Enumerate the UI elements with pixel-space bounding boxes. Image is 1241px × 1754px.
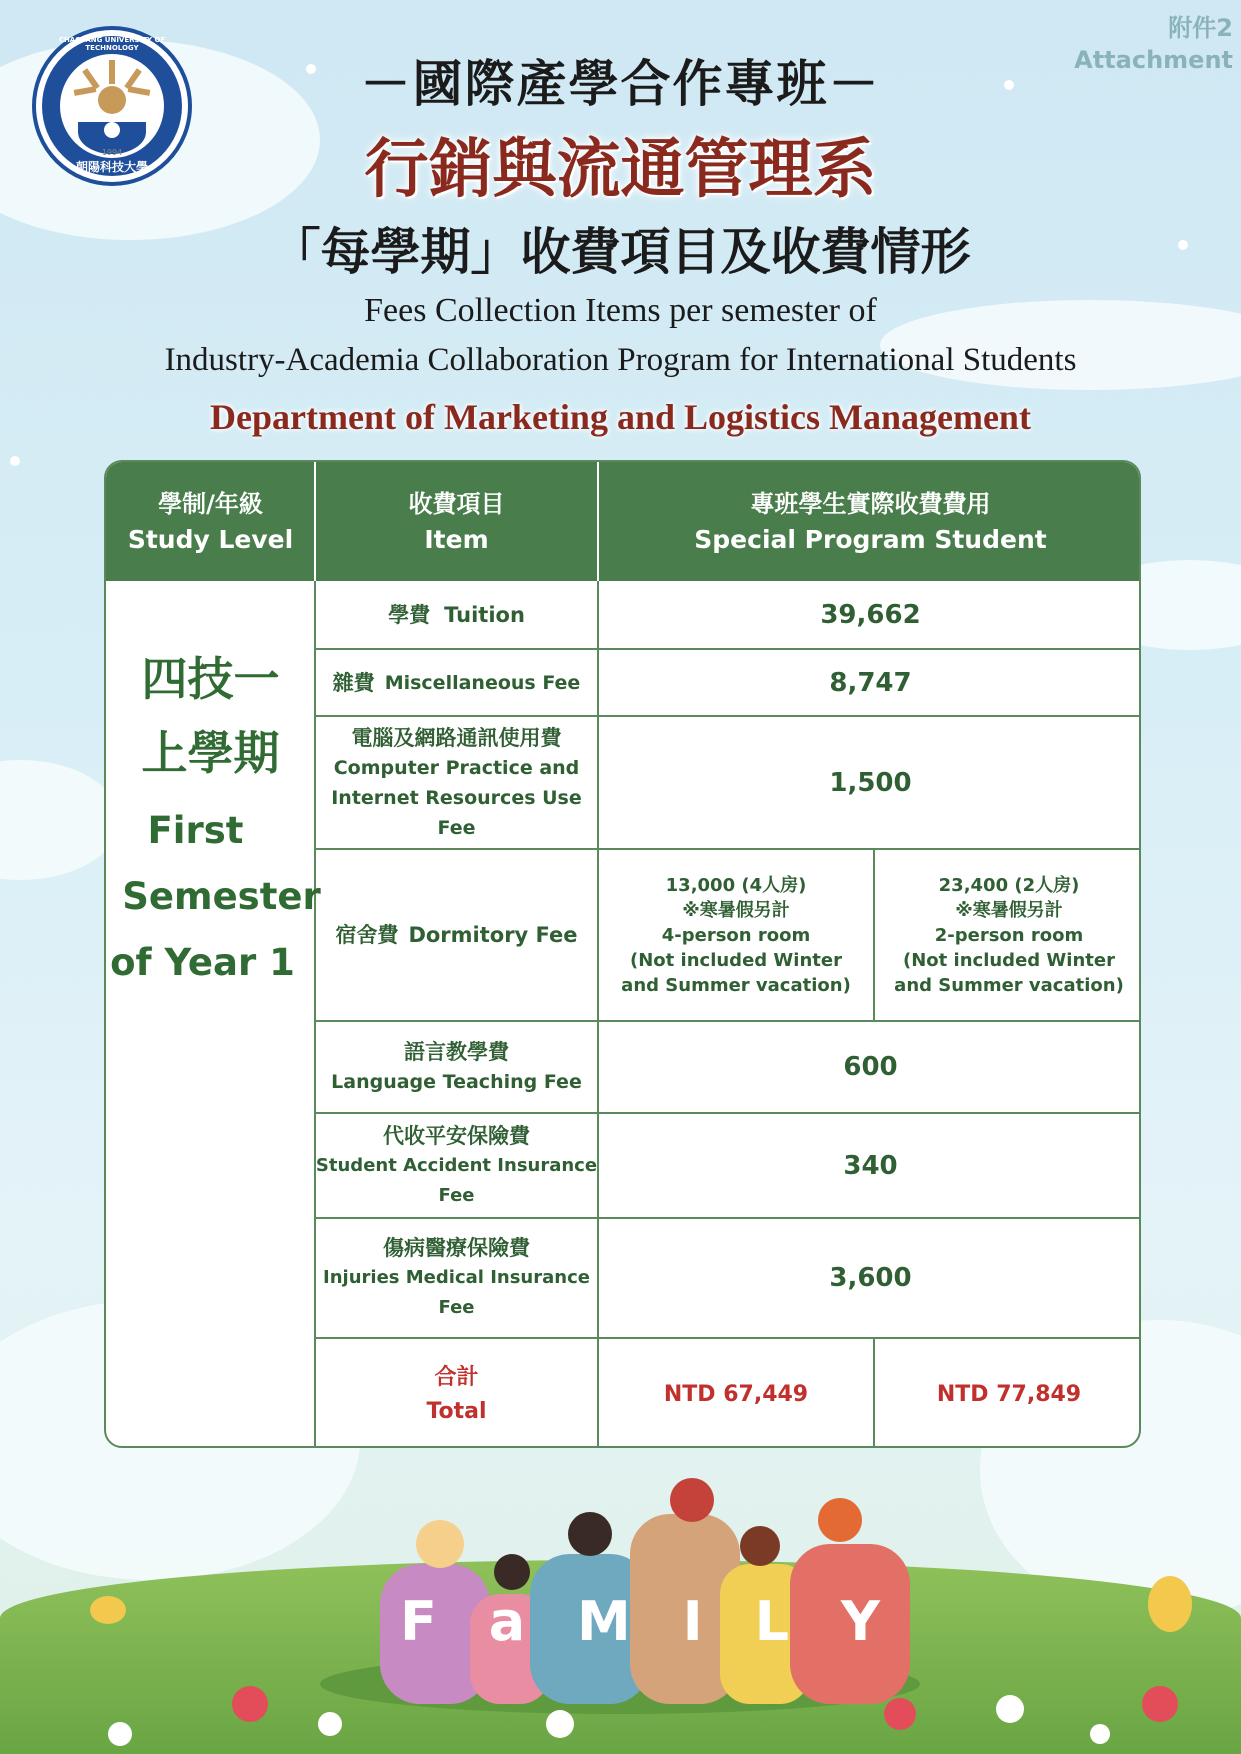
item-computer-en-1: Computer Practice and (333, 756, 580, 779)
header-item-zh: 收費項目 (408, 489, 505, 518)
item-total (315, 1339, 598, 1448)
family-letter: M (577, 1590, 631, 1653)
attachment-zh: 附件2 (1168, 14, 1233, 42)
dorm-a-line: 13,000 (4人房) (665, 874, 807, 896)
item-medical-en: Injuries Medical Insurance Fee (323, 1267, 590, 1318)
item-tuition-en: Tuition (444, 602, 525, 627)
item-accident-zh: 代收平安保險費 (383, 1123, 530, 1148)
header-study-level-en: Study Level (127, 524, 294, 554)
dorm-a-line: and Summer vacation) (621, 974, 851, 996)
dorm-a-line: ※寒暑假另計 (682, 899, 790, 921)
logo-name-en: CHAOYANG UNIVERSITY OF TECHNOLOGY (58, 36, 166, 52)
item-language-zh: 語言教學費 (404, 1040, 509, 1064)
fee-table (104, 460, 1141, 1448)
family-letters (400, 1590, 880, 1653)
item-accident-insurance (315, 1114, 598, 1217)
item-misc-en: Miscellaneous Fee (384, 671, 581, 694)
header-fee-en: Special Program Student (694, 524, 1047, 554)
value-tuition: 39,662 (820, 599, 921, 630)
item-computer-zh: 電腦及網路通訊使用費 (351, 725, 562, 750)
department-title-en: Department of Marketing and Logistics Management (210, 397, 1031, 437)
logo-year: 1994 (101, 148, 123, 157)
study-level-en-3: of Year 1 (110, 941, 295, 984)
logo-name-zh: 朝陽科技大學 (75, 160, 148, 174)
family-letter: Y (840, 1590, 880, 1653)
total-en: Total (426, 1398, 487, 1424)
value-language: 600 (843, 1052, 898, 1082)
value-accident-insurance: 340 (843, 1150, 898, 1181)
value-dormitory-4person (598, 850, 874, 1020)
dorm-b-line: (Not included Winter (903, 949, 1115, 971)
header-fee-zh: 專班學生實際收費費用 (750, 489, 991, 518)
study-level-en-1: First (147, 809, 244, 852)
study-level-zh-2: 上學期 (141, 726, 280, 780)
family-letter: I (682, 1590, 703, 1653)
header-item-en: Item (424, 524, 489, 554)
header-study-level (106, 462, 315, 581)
attachment-en: Attachment (1074, 46, 1233, 74)
item-language (315, 1022, 598, 1112)
study-level-zh-1: 四技一 (141, 652, 280, 706)
study-level-cell (106, 642, 321, 1242)
item-tuition-zh: 學費 (388, 602, 431, 627)
grid-line (597, 462, 599, 581)
item-medical-zh: 傷病醫療保險費 (383, 1236, 530, 1260)
header-item (315, 462, 598, 581)
value-misc: 8,747 (829, 667, 912, 698)
value-medical-insurance: 3,600 (829, 1263, 912, 1293)
department-title-zh: 行銷與流通管理系 (364, 132, 877, 207)
dorm-a-line: (Not included Winter (630, 949, 842, 971)
family-letter: F (400, 1590, 437, 1653)
dorm-a-line: 4-person room (661, 924, 811, 946)
item-accident-en: Student Accident Insurance Fee (315, 1154, 598, 1206)
value-total-4person: NTD 67,449 (663, 1382, 809, 1407)
item-dormitory-zh: 宿舍費 (335, 923, 399, 947)
item-computer (315, 717, 598, 848)
fee-title-en-line1: Fees Collection Items per semester of (364, 292, 877, 329)
program-title: －國際產學合作專班－ (360, 54, 881, 113)
item-dormitory-en: Dormitory Fee (408, 923, 578, 947)
dot-decoration (10, 456, 20, 466)
total-zh: 合計 (434, 1364, 479, 1390)
item-dormitory (315, 850, 598, 1020)
item-tuition (315, 581, 598, 648)
dorm-b-line: and Summer vacation) (894, 974, 1124, 996)
family-letter: L (754, 1590, 789, 1653)
value-total-2person: NTD 77,849 (936, 1382, 1082, 1407)
dorm-b-line: 2-person room (934, 924, 1084, 946)
item-misc (315, 650, 598, 715)
item-computer-en-2: Internet Resources Use Fee (331, 786, 582, 839)
cloud-decoration (0, 760, 120, 880)
item-language-en: Language Teaching Fee (331, 1071, 582, 1093)
dorm-b-line: 23,400 (2人房) (938, 874, 1080, 896)
value-dormitory-2person (875, 850, 1141, 1020)
fee-title-en-line2: Industry-Academia Collaboration Program for International Students (164, 342, 1077, 378)
item-misc-zh: 雜費 (332, 670, 375, 695)
header-study-level-zh: 學制/年級 (158, 489, 263, 518)
study-level-en-2: Semester (122, 875, 321, 918)
family-letter: a (488, 1590, 526, 1653)
dorm-b-line: ※寒暑假另計 (955, 899, 1063, 921)
header-fee (598, 462, 1141, 581)
fee-title-zh: 「每學期」收費項目及收費情形 (270, 222, 971, 281)
value-computer: 1,500 (829, 767, 912, 798)
item-medical-insurance (315, 1219, 598, 1337)
